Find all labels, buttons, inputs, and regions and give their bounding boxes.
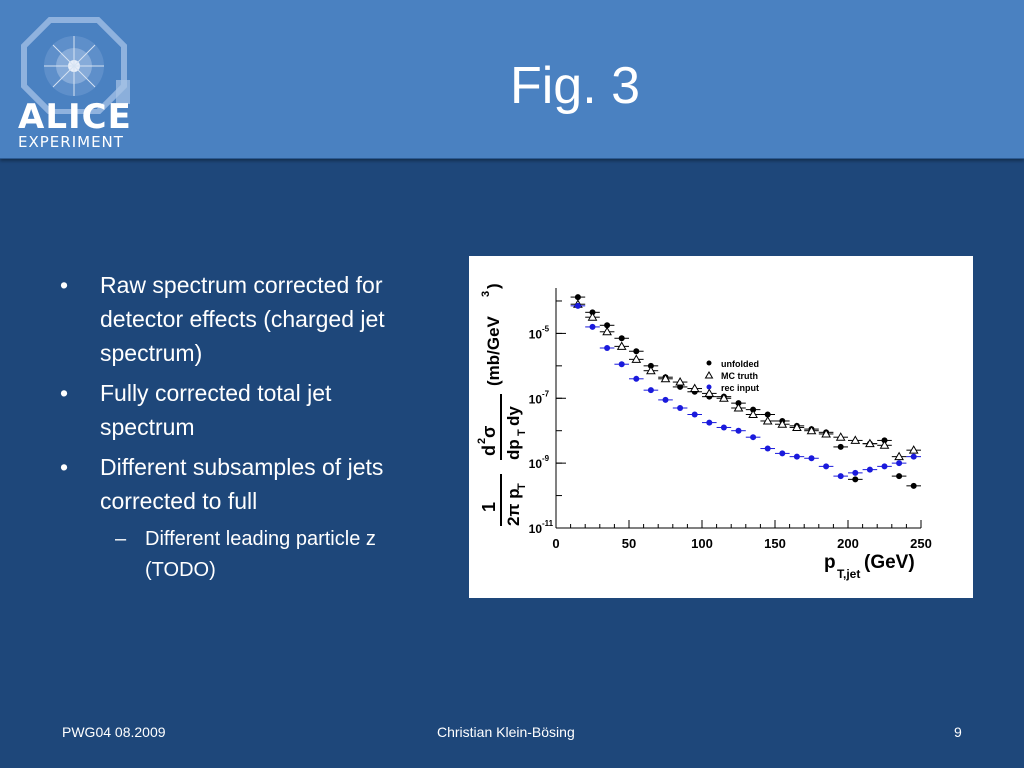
data-point-rec-input xyxy=(882,463,888,469)
bullet-text: Fully corrected total jet spectrum xyxy=(100,380,332,440)
data-point-rec-input xyxy=(721,424,727,430)
data-point-unfolded xyxy=(911,483,917,489)
y-label-denominator-sub: T xyxy=(516,483,528,490)
jet-spectrum-chart xyxy=(469,256,973,598)
y-tick-label: 10 xyxy=(528,457,542,472)
y-label-d-sup: 2 xyxy=(476,437,488,444)
bullet-glyph: • xyxy=(60,272,69,298)
bullet-text: Raw spectrum corrected for detector effects (charged jet spectrum) xyxy=(100,272,385,366)
data-point-rec-input xyxy=(867,467,873,473)
x-tick-label: 250 xyxy=(910,536,932,551)
data-point-rec-input xyxy=(823,463,829,469)
y-tick-label: 10 xyxy=(528,522,542,536)
y-label-denominator-left: 2π p xyxy=(504,488,523,526)
bullet-glyph: • xyxy=(60,454,69,480)
sub-bullet-glyph: – xyxy=(115,528,127,550)
data-point-unfolded xyxy=(896,473,902,479)
data-point-rec-input xyxy=(706,420,712,426)
chart-panel xyxy=(469,256,973,598)
bullet-item xyxy=(60,450,390,518)
data-point-rec-input xyxy=(896,460,902,466)
y-tick-exponent: -11 xyxy=(542,519,554,528)
data-point-rec-input xyxy=(604,345,610,351)
y-label-unit: (mb/GeV xyxy=(484,316,503,386)
legend-label: rec input xyxy=(721,383,760,393)
data-point-unfolded xyxy=(852,476,858,482)
x-axis-label-main: p xyxy=(824,552,836,573)
data-point-rec-input xyxy=(736,428,742,434)
y-tick-exponent: -7 xyxy=(542,389,550,399)
data-point-rec-input xyxy=(663,397,669,403)
data-point-rec-input xyxy=(779,450,785,456)
y-label-dy: dy xyxy=(504,406,523,426)
legend-marker xyxy=(707,361,712,366)
data-point-unfolded xyxy=(619,335,625,341)
legend-label: MC truth xyxy=(721,371,758,381)
bullet-list xyxy=(60,268,390,586)
y-label-unit-close: ) xyxy=(484,283,503,289)
data-point-rec-input xyxy=(633,376,639,382)
data-point-unfolded xyxy=(838,444,844,450)
y-label-one: 1 xyxy=(479,501,499,512)
bullet-item xyxy=(60,376,390,444)
data-point-rec-input xyxy=(809,455,815,461)
y-label-d: d xyxy=(479,445,499,456)
data-point-rec-input xyxy=(911,454,917,460)
data-point-rec-input xyxy=(648,387,654,393)
x-tick-label: 100 xyxy=(691,536,713,551)
y-tick-label: 10 xyxy=(528,327,542,342)
data-point-rec-input xyxy=(852,470,858,476)
legend-label: unfolded xyxy=(721,359,759,369)
slide-header xyxy=(0,0,1024,159)
data-point-mc-truth xyxy=(691,385,699,392)
x-tick-label: 150 xyxy=(764,536,786,551)
data-point-unfolded xyxy=(633,348,639,354)
logo-subtitle: EXPERIMENT xyxy=(18,133,124,151)
y-label-dp-sub: T xyxy=(516,429,528,436)
logo-name: ALICE xyxy=(18,97,132,137)
y-tick-label: 10 xyxy=(528,392,542,407)
y-tick-exponent: -5 xyxy=(542,324,550,334)
data-point-unfolded xyxy=(575,294,581,300)
bullet-text: Different subsamples of jets corrected to full xyxy=(100,454,384,514)
data-point-mc-truth xyxy=(705,389,713,396)
data-point-rec-input xyxy=(794,454,800,460)
data-point-mc-truth xyxy=(647,367,655,374)
footer-left: PWG04 08.2009 xyxy=(62,724,166,740)
x-axis-label-sub: T,jet xyxy=(837,567,861,581)
y-label-dp: dp xyxy=(504,439,523,460)
legend-marker xyxy=(707,385,712,390)
data-point-rec-input xyxy=(575,303,581,309)
x-axis-label-unit: (GeV) xyxy=(864,552,915,573)
data-point-rec-input xyxy=(838,473,844,479)
data-point-mc-truth xyxy=(676,378,684,385)
data-point-rec-input xyxy=(692,411,698,417)
x-tick-label: 0 xyxy=(552,536,560,551)
y-axis-label xyxy=(476,283,528,526)
y-tick-exponent: -9 xyxy=(542,454,550,464)
y-label-unit-sup: 3 xyxy=(480,290,492,297)
data-point-mc-truth xyxy=(589,313,597,320)
sub-bullet-text: Different leading particle z (TODO) xyxy=(145,528,376,581)
data-point-rec-input xyxy=(677,405,683,411)
x-tick-label: 200 xyxy=(837,536,859,551)
data-point-mc-truth xyxy=(764,417,772,424)
bullet-item xyxy=(60,268,390,370)
bullet-glyph: • xyxy=(60,380,69,406)
data-point-rec-input xyxy=(619,361,625,367)
legend-marker-mc-truth xyxy=(706,372,713,378)
data-point-rec-input xyxy=(590,324,596,330)
x-tick-label: 50 xyxy=(621,536,637,551)
sub-bullet-item xyxy=(60,524,390,586)
slide-title: Fig. 3 xyxy=(509,57,641,115)
footer-page-number: 9 xyxy=(954,724,962,740)
footer-center: Christian Klein-Bösing xyxy=(437,724,575,740)
data-point-rec-input xyxy=(765,446,771,452)
data-point-rec-input xyxy=(750,434,756,440)
y-label-sigma: σ xyxy=(479,425,499,438)
